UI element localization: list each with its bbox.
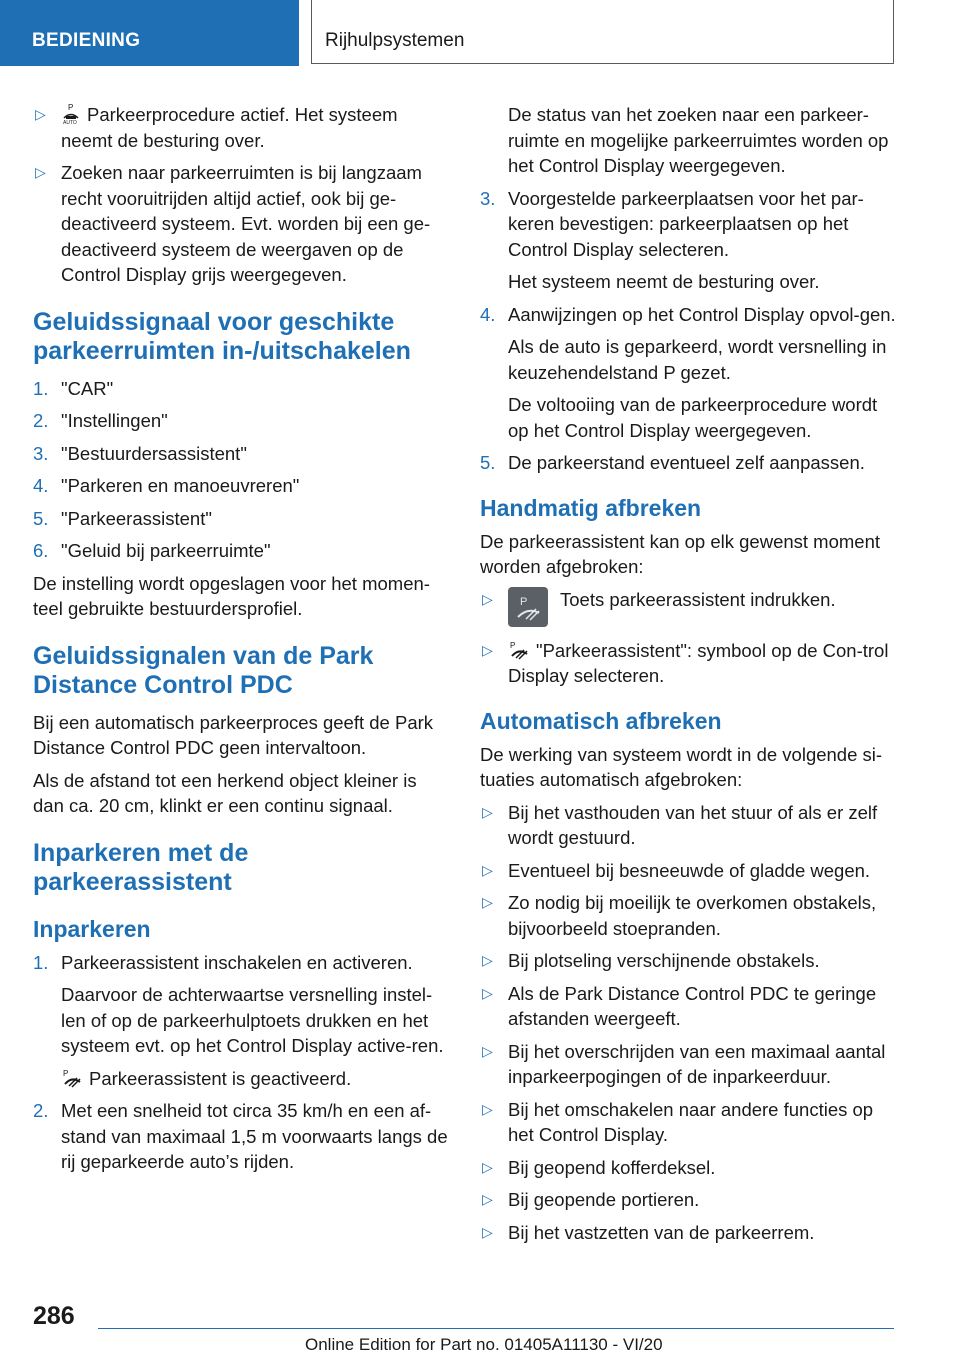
step-number: 4. (480, 303, 496, 325)
bullet-marker: ▷ (482, 803, 493, 820)
heading-geluidssignaal: Geluidssignaal voor geschikte parkeerruimten in-/uitschakelen (33, 307, 411, 365)
step-text: "Parkeren en manoeuvreren" (61, 475, 300, 496)
svg-text:P: P (510, 640, 516, 650)
footer-edition: Online Edition for Part no. 01405A11130 - VI/20 (305, 1335, 663, 1354)
bullet-text: Bij het omschakelen naar andere functies op het Control Display. (508, 1098, 874, 1145)
bullet-text: Eventueel bij besneeuwde of gladde wegen. (508, 859, 871, 881)
auto-park-icon (61, 102, 81, 124)
list-item (480, 1155, 898, 1181)
bullet-text: Bij het vasthouden van het stuur of als er zelf wordt gestuurd. (508, 801, 878, 848)
header-chapter: Rijhulpsystemen (325, 30, 465, 51)
paragraph: Als de afstand tot een herkend object kleiner is dan ca. 20 cm, klinkt er een continu signaal. (33, 769, 417, 816)
list-item (33, 160, 448, 288)
svg-text:AUTO: AUTO (63, 120, 77, 124)
step-detail: Daarvoor de achterwaartse versnelling instel-len of op de parkeerhulptoets drukken en het systeem evt. op het Control Display active-ren. (61, 984, 444, 1056)
bullet-marker: ▷ (482, 1100, 493, 1117)
list-item (33, 473, 448, 499)
step-number: 5. (480, 452, 496, 473)
header-section-tab (0, 0, 299, 66)
list-item (480, 858, 898, 884)
list-item (33, 376, 448, 402)
paragraph: De instelling wordt opgeslagen voor het momen-teel gebruikte bestuurdersprofiel. (33, 572, 430, 619)
page-number: 286 (33, 1302, 75, 1330)
list-item (480, 186, 898, 263)
list-item (480, 1220, 898, 1246)
step-text: "Instellingen" (61, 410, 168, 431)
footer-divider (98, 1328, 894, 1329)
bullet-text: Zoeken naar parkeerruimten is bij langzaam recht vooruitrijden altijd actief, ook bij ge-deactiveerd systeem. Evt. worden bij een ge-deactiveerd systeem de weergaven op de Control Display grijs weergegeven. (61, 162, 431, 285)
paragraph: De parkeerassistent kan op elk gewenst moment worden afgebroken: (480, 530, 881, 577)
left-column (33, 102, 448, 1182)
step-number: 4. (33, 475, 49, 496)
step-text: "Bestuurdersassistent" (61, 442, 247, 464)
parking-button-image (508, 587, 548, 627)
parking-assistant-icon (61, 1068, 83, 1088)
step-text: Parkeerassistent inschakelen en activeren. (61, 951, 413, 973)
list-item (480, 981, 898, 1032)
step-detail: De voltooiing van de parkeerprocedure wordt op het Control Display weergegeven. (508, 394, 878, 441)
header-section: BEDIENING (32, 30, 141, 51)
svg-text:P: P (68, 103, 74, 112)
list-item (480, 302, 898, 328)
list-item (33, 1098, 448, 1175)
heading-handmatig: Handmatig afbreken (480, 494, 702, 521)
bullet-marker: ▷ (35, 106, 46, 122)
step-number: 1. (33, 951, 49, 973)
steps-list (33, 376, 448, 564)
parking-button-icon (508, 587, 548, 627)
list-item (480, 948, 898, 974)
paragraph: De werking van systeem wordt in de volgende si-tuaties automatisch afgebroken: (480, 743, 883, 790)
bullet-text: Bij geopend kofferdeksel. (508, 1156, 716, 1178)
step-text: Met een snelheid tot circa 35 km/h en een af-stand van maximaal 1,5 m voorwaarts langs de rij geparkeerde auto’s rijden. (61, 1100, 448, 1172)
bullet-marker: ▷ (482, 1042, 493, 1059)
bullet-marker: ▷ (35, 164, 46, 180)
step-detail: De status van het zoeken naar een parkeer-ruimte en mogelijke parkeerruimtes worden op het Control Display weergegeven. (508, 104, 889, 176)
list-item (33, 506, 448, 532)
list-item (33, 538, 448, 564)
bullet-text: Als de Park Distance Control PDC te geringe afstanden weergeeft. (508, 982, 877, 1029)
heading-pdc: Geluidssignalen van de Park Distance Control PDC (33, 641, 374, 699)
bullet-text: Toets parkeerassistent indrukken. (560, 588, 836, 610)
heading-inparkeren-met: Inparkeren met de parkeerassistent (33, 838, 249, 896)
bullet-text: Bij geopende portieren. (508, 1189, 700, 1210)
step-number: 1. (33, 377, 49, 399)
step-number: 3. (33, 442, 49, 464)
step-detail: Het systeem neemt de besturing over. (508, 271, 820, 292)
heading-inparkeren: Inparkeren (33, 915, 151, 942)
step-number: 6. (33, 540, 49, 561)
step-text: Voorgestelde parkeerplaatsen voor het par-keren bevestigen: parkeerplaatsen op het Control Display selecteren. (508, 187, 864, 260)
bullet-marker: ▷ (482, 1158, 493, 1175)
bullet-marker: ▷ (482, 952, 493, 968)
list-item (33, 102, 448, 153)
list-item (480, 890, 898, 941)
list-item (33, 408, 448, 434)
bullet-text: "Parkeerassistent": symbool op de Con-trol Display selecteren. (508, 639, 889, 686)
bullet-marker: ▷ (482, 861, 493, 878)
step-text: De parkeerstand eventueel zelf aanpassen. (508, 452, 865, 473)
step-number: 5. (33, 507, 49, 529)
step-number: 2. (33, 1100, 49, 1121)
list-item (33, 950, 448, 976)
bullet-marker: ▷ (482, 590, 493, 607)
bullet-text: Bij het vastzetten van de parkeerrem. (508, 1221, 815, 1243)
list-item (33, 441, 448, 467)
svg-text:P: P (520, 595, 528, 608)
list-item (480, 638, 898, 689)
bullet-text: Zo nodig bij moeilijk te overkomen obstakels, bijvoorbeeld stoepranden. (508, 892, 877, 939)
list-item (480, 1097, 898, 1148)
bullet-marker: ▷ (482, 1191, 493, 1207)
step-number: 2. (33, 410, 49, 431)
step-detail-text: Parkeerassistent is geactiveerd. (89, 1067, 352, 1089)
bullet-text: Parkeerprocedure actief. Het systeem neemt de besturing over. (61, 104, 398, 151)
step-text: "CAR" (61, 377, 114, 399)
step-detail (33, 1066, 448, 1092)
list-item (480, 1187, 898, 1213)
list-item (480, 450, 898, 476)
step-number: 3. (480, 187, 496, 209)
parking-assistant-icon (508, 640, 530, 660)
bullet-marker: ▷ (482, 1223, 493, 1240)
step-text: "Geluid bij parkeerruimte" (61, 540, 271, 561)
bullet-marker: ▷ (482, 894, 493, 910)
bullet-marker: ▷ (482, 984, 493, 1001)
heading-automatisch: Automatisch afbreken (480, 707, 722, 734)
right-column (480, 102, 898, 1252)
bullet-marker: ▷ (482, 641, 493, 658)
list-item (480, 800, 898, 851)
bullet-text: Bij plotseling verschijnende obstakels. (508, 950, 820, 971)
svg-text:P: P (63, 1068, 69, 1078)
step-text: "Parkeerassistent" (61, 507, 212, 529)
list-item (480, 587, 898, 631)
bullet-text: Bij het overschrijden van een maximaal aantal inparkeerpogingen of de inparkeerduur. (508, 1040, 886, 1087)
step-detail: Als de auto is geparkeerd, wordt versnelling in keuzehendelstand P gezet. (508, 336, 887, 383)
paragraph: Bij een automatisch parkeerproces geeft de Park Distance Control PDC geen intervaltoon. (33, 711, 434, 758)
auto-abort-list (480, 800, 898, 1246)
step-text: Aanwijzingen op het Control Display opvol-gen. (508, 303, 896, 325)
header-chapter-box (311, 0, 894, 64)
list-item (480, 1039, 898, 1090)
